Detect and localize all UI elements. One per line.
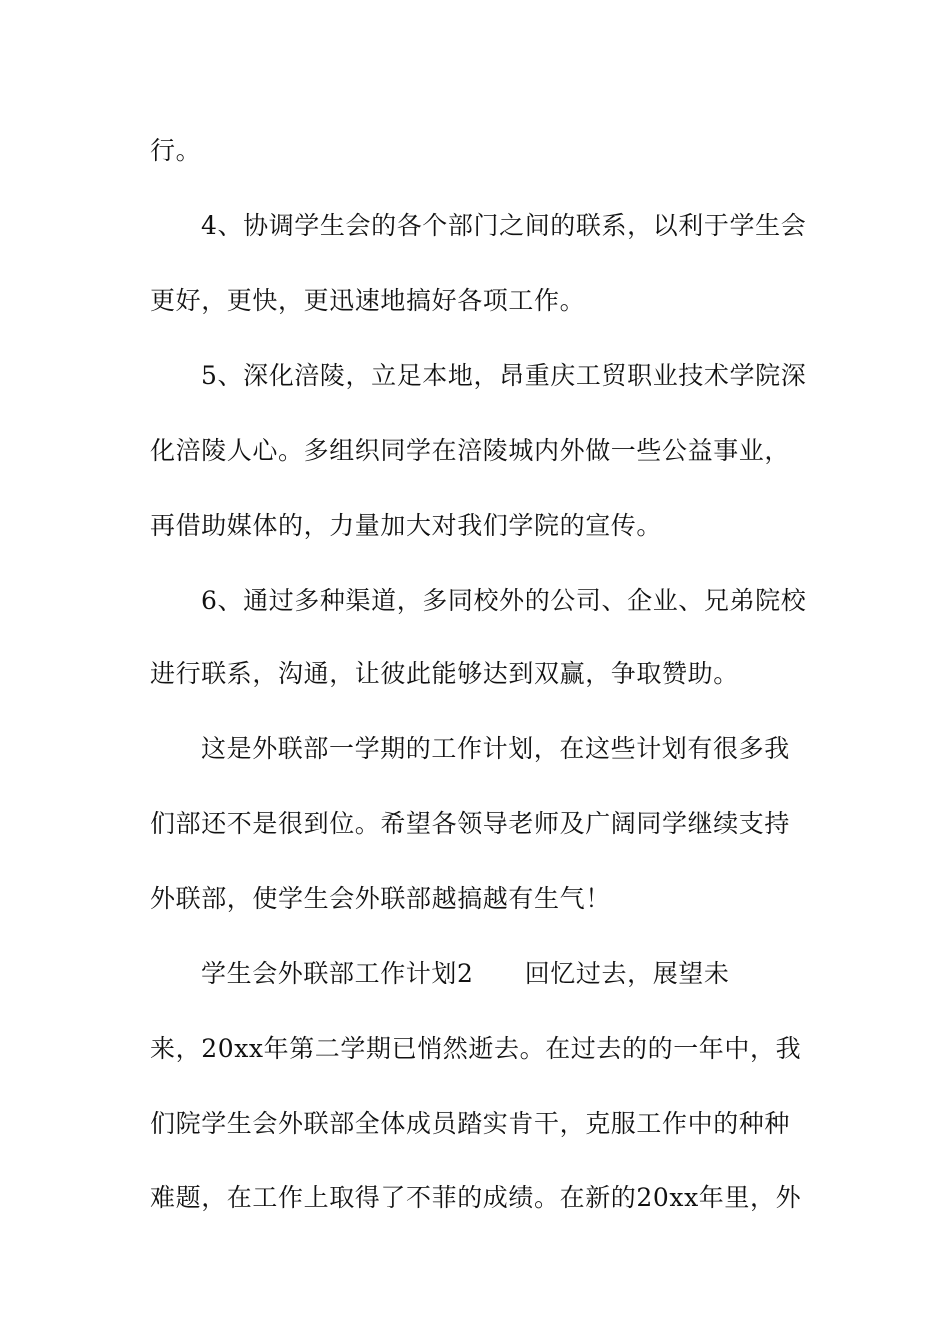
text-line: 们部还不是很到位。希望各领导老师及广阔同学继续支持 (150, 809, 791, 838)
text-line: 来，20xx年第二学期已悄然逝去。在过去的的一年中，我 (150, 1034, 802, 1063)
text-line: 再借助媒体的，力量加大对我们学院的宣传。 (150, 511, 663, 540)
text-line: 6、通过多种渠道，多同校外的公司、企业、兄弟院校 (201, 586, 807, 615)
text-line: 们院学生会外联部全体成员踏实肯干，克服工作中的种种 (150, 1109, 791, 1138)
text-line: 4、协调学生会的各个部门之间的联系，以利于学生会 (201, 211, 807, 240)
text-line: 5、深化涪陵，立足本地，昂重庆工贸职业技术学院深 (201, 361, 807, 390)
text-line: 更好，更快，更迅速地搞好各项工作。 (150, 286, 586, 315)
text-line: 这是外联部一学期的工作计划，在这些计划有很多我 (201, 734, 790, 763)
text-line: 进行联系，沟通，让彼此能够达到双赢，争取赞助。 (150, 659, 739, 688)
text-line: 学生会外联部工作计划2 回忆过去，展望未 (201, 959, 730, 988)
text-line: 化涪陵人心。多组织同学在涪陵城内外做一些公益事业， (150, 436, 791, 465)
text-line: 外联部，使学生会外联部越搞越有生气！ (150, 884, 611, 913)
text-line: 行。 (150, 136, 202, 165)
text-line: 难题，在工作上取得了不菲的成绩。在新的20xx年里，外 (150, 1183, 802, 1212)
